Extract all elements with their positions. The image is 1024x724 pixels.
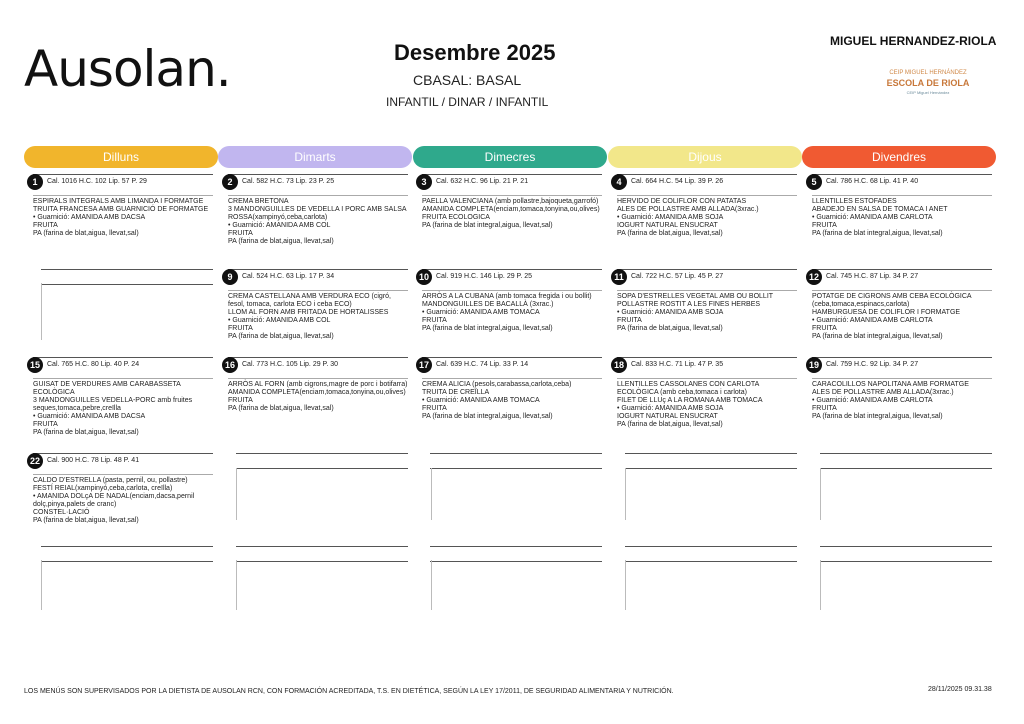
- bread-line: PA (farina de blat,aigua, llevat,sal): [617, 230, 723, 238]
- dish-line: FRUITA: [812, 325, 837, 333]
- dish-line: • AMANIDA DOLçA DE NADAL(enciam,dacsa,pernil dolç,pinya,palets de cranc): [33, 493, 195, 509]
- empty-day-slot: [625, 546, 797, 562]
- dish-list: [422, 290, 602, 333]
- nutrition-info: Cal. 524 H.C. 63 Lip. 17 P. 34: [242, 273, 335, 280]
- dish-list: [33, 474, 213, 525]
- dish-list: [812, 195, 992, 238]
- dish-line: POTATGE DE CIGRONS AMB CEBA ECOLÒGICA (ceba,tomaca,espinacs,carlota): [812, 293, 972, 309]
- dish-line: • Guarnició: AMANIDA AMB CARLOTA: [812, 397, 933, 405]
- dish-line: ALES DE POLLASTRE AMB ALLADA(3xrac.): [617, 206, 759, 214]
- divider: [430, 561, 602, 562]
- bread-line: PA (farina de blat,aigua, llevat,sal): [33, 429, 139, 437]
- dish-line: GUISAT DE VERDURES AMB CARABASSETA ECOLÒGICA: [33, 381, 181, 397]
- day-header: [422, 174, 602, 189]
- day-number: 16: [222, 357, 238, 373]
- empty-day-slot: [430, 546, 602, 562]
- dish-list: [422, 378, 602, 421]
- divider: [430, 546, 602, 547]
- day-number: 10: [416, 269, 432, 285]
- divider: [625, 560, 626, 610]
- bread-line: PA (farina de blat integral,aigua, llevat,sal): [422, 413, 553, 421]
- dish-line: HERVIDO DE COLIFLOR CON PATATAS: [617, 198, 747, 205]
- day-header: [812, 174, 992, 189]
- nutrition-info: Cal. 759 H.C. 92 Lip. 34 P. 27: [826, 361, 919, 368]
- timestamp: 28/11/2025 09.31.38: [928, 686, 992, 693]
- dish-line: • Guarnició: AMANIDA AMB SOJA: [617, 405, 724, 413]
- dish-line: FRUITA: [812, 222, 837, 230]
- nutrition-info: Cal. 765 H.C. 80 Lip. 40 P. 24: [47, 361, 140, 368]
- bread-line: PA (farina de blat integral,aigua, llevat,sal): [812, 230, 943, 238]
- nutrition-info: Cal. 833 H.C. 71 Lip. 47 P. 35: [631, 361, 724, 368]
- dish-list: [812, 290, 992, 341]
- divider: [41, 561, 213, 562]
- menu-type: CBASAL: BASAL: [413, 72, 522, 88]
- day-monday: Dilluns: [24, 146, 218, 168]
- menu-day-9: [228, 269, 408, 341]
- dish-list: [33, 195, 213, 238]
- day-number: 11: [611, 269, 627, 285]
- dish-line: ARRÒS A LA CUBANA (amb tomaca fregida i ou bollit): [422, 293, 592, 300]
- day-thursday: Dijous: [608, 146, 802, 168]
- menu-day-15: [29, 357, 213, 437]
- divider: [236, 453, 408, 454]
- day-tuesday: Dimarts: [218, 146, 412, 168]
- day-header: [29, 453, 213, 468]
- divider: [236, 561, 408, 562]
- divider: [236, 468, 237, 520]
- dish-line: TRUITA FRANCESA AMB GUARNICIÓ DE FORMATGE: [33, 206, 209, 214]
- dish-line: FRUITA: [422, 405, 447, 413]
- empty-day-slot: [236, 546, 408, 562]
- divider: [41, 284, 213, 285]
- nutrition-info: Cal. 582 H.C. 73 Lip. 23 P. 25: [242, 178, 335, 185]
- divider: [625, 561, 797, 562]
- dish-line: FRUITA: [228, 325, 253, 333]
- nutrition-info: Cal. 919 H.C. 146 Lip. 29 P. 25: [436, 273, 532, 280]
- dish-list: [617, 195, 797, 238]
- dish-line: LLENTILLES CASSOLANES CON CARLOTA ECOLÒGICA (amb ceba,tomaca i carlota): [617, 381, 759, 397]
- nutrition-info: Cal. 664 H.C. 54 Lip. 39 P. 26: [631, 178, 724, 185]
- divider: [820, 468, 821, 520]
- divider: [820, 453, 992, 454]
- dish-line: ESPIRALS INTEGRALS AMB LIMANDA I FORMATGE: [33, 198, 204, 205]
- menu-day-12: [808, 269, 992, 341]
- divider: [431, 468, 432, 520]
- day-number: 3: [416, 174, 432, 190]
- day-header: [617, 174, 797, 189]
- dish-line: • Guarnició: AMANIDA AMB SOJA: [617, 214, 724, 222]
- bread-line: PA (farina de blat integral,aigua, llevat,sal): [422, 325, 553, 333]
- day-header: [224, 357, 408, 372]
- day-number: 4: [611, 174, 627, 190]
- dish-list: [33, 378, 213, 437]
- badge-line-3: CEIP Miguel Hernández: [906, 90, 950, 95]
- nutrition-info: Cal. 722 H.C. 57 Lip. 45 P. 27: [631, 273, 724, 280]
- dish-line: CREMA CASTELLANA AMB VERDURA ECO (cigró, fesol, tomaca, carlota ECO i ceba ECO): [228, 293, 391, 309]
- day-header: [228, 174, 408, 189]
- day-friday: Divendres: [802, 146, 996, 168]
- dish-list: [228, 378, 408, 413]
- empty-day-slot: [625, 453, 797, 469]
- day-header: [33, 174, 213, 189]
- nutrition-info: Cal. 639 H.C. 74 Lip. 33 P. 14: [436, 361, 529, 368]
- dish-line: FILET DE LLUç A LA ROMANA AMB TOMACA: [617, 397, 763, 405]
- dish-list: [617, 378, 797, 429]
- empty-day-slot: [236, 453, 408, 469]
- dish-line: CALDO D'ESTRELLA (pasta, pernil, ou, pollastre): [33, 477, 188, 484]
- dish-line: FRUITA: [33, 222, 58, 230]
- divider: [625, 546, 797, 547]
- dish-line: IOGURT NATURAL ENSUCRAT: [617, 222, 718, 230]
- divider: [625, 453, 797, 454]
- dish-list: [228, 290, 408, 341]
- menu-category: INFANTIL / DINAR / INFANTIL: [386, 95, 549, 109]
- day-number: 17: [416, 357, 432, 373]
- menu-day-22: [29, 453, 213, 525]
- dish-line: FRUITA: [422, 317, 447, 325]
- dish-line: LLENTILLES ESTOFADES: [812, 198, 897, 205]
- bread-line: PA (farina de blat integral,aigua, llevat,sal): [812, 333, 943, 341]
- divider: [820, 468, 992, 469]
- empty-day-slot: [820, 546, 992, 562]
- day-header: [418, 269, 602, 284]
- divider: [820, 546, 992, 547]
- day-number: 18: [611, 357, 627, 373]
- divider: [41, 546, 213, 547]
- nutrition-info: Cal. 786 H.C. 68 Lip. 41 P. 40: [826, 178, 919, 185]
- dish-line: LLOM AL FORN AMB FRITADA DE HORTALISSES: [228, 309, 389, 317]
- dish-line: ARRÒS AL FORN (amb cigrons,magre de porc i botifarra): [228, 381, 408, 388]
- day-number: 5: [806, 174, 822, 190]
- dish-list: [812, 378, 992, 421]
- nutrition-info: Cal. 1016 H.C. 102 Lip. 57 P. 29: [47, 178, 147, 185]
- dish-line: • Guarnició: AMANIDA AMB TOMACA: [422, 397, 540, 405]
- divider: [625, 468, 626, 520]
- bread-line: PA (farina de blat,aigua, llevat,sal): [228, 238, 334, 246]
- footer-note: LOS MENÚS SON SUPERVISADOS POR LA DIETISTA DE AUSOLAN RCN, CON FORMACIÓN ACREDITADA, T.S. EN DIETÉTICA, SEGÚN LA LEY 17/2011, DE SEGURIDAD ALIMENTARIA Y NUTRICIÓN.: [24, 688, 674, 695]
- ausolan-logo: Ausolan.: [24, 40, 231, 98]
- weekday-header: [24, 146, 996, 168]
- day-header: [613, 357, 797, 372]
- dish-line: ALES DE POLLASTRE AMB ALLADA(3xrac.): [812, 389, 954, 397]
- day-header: [418, 357, 602, 372]
- dish-line: SOPA D'ESTRELLES VEGETAL AMB OU BOLLIT: [617, 293, 774, 300]
- day-number: 12: [806, 269, 822, 285]
- menu-day-19: [808, 357, 992, 421]
- dish-line: CREMA ALICIA (pesols,carabassa,carlota,ceba): [422, 381, 572, 388]
- day-header: [808, 357, 992, 372]
- bread-line: PA (farina de blat integral,aigua, llevat,sal): [422, 222, 553, 230]
- dish-line: TRUITA DE CREÏLLA: [422, 389, 490, 397]
- menu-day-10: [418, 269, 602, 333]
- bread-line: PA (farina de blat,aigua, llevat,sal): [617, 325, 723, 333]
- divider: [820, 561, 992, 562]
- menu-day-11: [614, 269, 797, 333]
- dish-line: • Guarnició: AMANIDA AMB TOMACA: [422, 309, 540, 317]
- divider: [41, 269, 213, 270]
- bread-line: PA (farina de blat,aigua, llevat,sal): [228, 333, 334, 341]
- menu-day-18: [613, 357, 797, 429]
- dish-line: FRUITA: [812, 405, 837, 413]
- nutrition-info: Cal. 900 H.C. 78 Lip. 48 P. 41: [47, 457, 140, 464]
- bread-line: PA (farina de blat,aigua, llevat,sal): [33, 517, 139, 525]
- dish-line: FESTÍ REIAL(xampinyó,ceba,carlota, creïlla): [33, 485, 173, 493]
- dish-line: FRUITA: [33, 421, 58, 429]
- day-number: 19: [806, 357, 822, 373]
- dish-line: IOGURT NATURAL ENSUCRAT: [617, 413, 718, 421]
- bread-line: PA (farina de blat,aigua, llevat,sal): [33, 230, 139, 238]
- dish-line: 3 MANDONGUILLES VEDELLA-PORC amb fruites seques,tomaca,pebre,creïlla: [33, 397, 193, 413]
- dish-list: [617, 290, 797, 333]
- divider: [236, 560, 237, 610]
- dish-line: • Guarnició: AMANIDA AMB CARLOTA: [812, 317, 933, 325]
- day-number: 22: [27, 453, 43, 469]
- page-title: Desembre 2025: [394, 40, 556, 65]
- dish-list: [228, 195, 408, 246]
- dish-line: POLLASTRE ROSTIT A LES FINES HERBES: [617, 301, 761, 309]
- day-number: 9: [222, 269, 238, 285]
- dish-line: CREMA BRETONA: [228, 198, 289, 205]
- menu-day-2: [228, 174, 408, 246]
- dish-line: CARACOLILLOS NAPOLITANA AMB FORMATGE: [812, 381, 969, 388]
- school-name: MIGUEL HERNANDEZ-RIOLA: [830, 34, 997, 48]
- divider: [625, 468, 797, 469]
- day-header: [614, 269, 797, 284]
- empty-day-slot: [820, 453, 992, 469]
- dish-line: CONSTEL·LACIÓ: [33, 509, 90, 517]
- dish-line: AMANIDA COMPLETA(enciam,tomaca,tonyina,ou,olives): [228, 389, 406, 397]
- day-number: 15: [27, 357, 43, 373]
- dish-line: FRUITA: [617, 317, 642, 325]
- bread-line: PA (farina de blat integral,aigua, llevat,sal): [812, 413, 943, 421]
- dish-line: FRUITA ECOLOGICA: [422, 214, 490, 222]
- dish-line: • Guarnició: AMANIDA AMB SOJA: [617, 309, 724, 317]
- bread-line: PA (farina de blat,aigua, llevat,sal): [617, 421, 723, 429]
- nutrition-info: Cal. 632 H.C. 96 Lip. 21 P. 21: [436, 178, 529, 185]
- dish-line: MANDONGUILLES DE BACALLÀ (3xrac.): [422, 301, 554, 309]
- divider: [820, 560, 821, 610]
- school-badge: [884, 70, 972, 110]
- dish-line: • Guarnició: AMANIDA AMB COL: [228, 222, 331, 230]
- dish-line: ABADEJO EN SALSA DE TOMACA I ANET: [812, 206, 948, 214]
- dish-line: 3 MANDONGUILLES DE VEDELLA I PORC AMB SALSA ROSSA(xampinyó,ceba,carlota): [228, 206, 407, 222]
- day-wednesday: Dimecres: [413, 146, 607, 168]
- day-number: 1: [27, 174, 43, 190]
- divider: [430, 468, 602, 469]
- bread-line: PA (farina de blat,aigua, llevat,sal): [228, 405, 334, 413]
- day-header: [29, 357, 213, 372]
- empty-day-slot: [41, 546, 213, 562]
- badge-line-1: CEIP MIGUEL HERNÁNDEZ: [889, 70, 967, 76]
- empty-day-slot: [41, 269, 213, 285]
- menu-day-4: [617, 174, 797, 238]
- dish-line: PAELLA VALENCIANA (amb pollastre,bajoqueta,garrofó): [422, 198, 599, 205]
- day-header: [808, 269, 992, 284]
- divider: [431, 560, 432, 610]
- badge-line-2: ESCOLA DE RIOLA: [886, 78, 970, 88]
- dish-line: HAMBURGUESA DE COLIFLOR I FORMATGE: [812, 309, 961, 317]
- divider: [430, 453, 602, 454]
- empty-day-slot: [430, 453, 602, 469]
- dish-line: AMANIDA COMPLETA(enciam,tomaca,tonyina,ou,olives): [422, 206, 600, 214]
- day-header: [228, 269, 408, 284]
- dish-line: • Guarnició: AMANIDA AMB DACSA: [33, 413, 146, 421]
- divider: [41, 283, 42, 340]
- nutrition-info: Cal. 745 H.C. 87 Lip. 34 P. 27: [826, 273, 919, 280]
- menu-day-1: [33, 174, 213, 238]
- divider: [41, 560, 42, 610]
- divider: [236, 468, 408, 469]
- dish-line: FRUITA: [228, 230, 253, 238]
- menu-day-3: [422, 174, 602, 230]
- dish-line: • Guarnició: AMANIDA AMB COL: [228, 317, 331, 325]
- divider: [236, 546, 408, 547]
- dish-list: [422, 195, 602, 230]
- dish-line: • Guarnició: AMANIDA AMB CARLOTA: [812, 214, 933, 222]
- dish-line: • Guarnició: AMANIDA AMB DACSA: [33, 214, 146, 222]
- dish-line: FRUITA: [228, 397, 253, 405]
- nutrition-info: Cal. 773 H.C. 105 Lip. 29 P. 30: [242, 361, 338, 368]
- menu-day-16: [224, 357, 408, 413]
- menu-day-17: [418, 357, 602, 421]
- day-number: 2: [222, 174, 238, 190]
- menu-day-5: [812, 174, 992, 238]
